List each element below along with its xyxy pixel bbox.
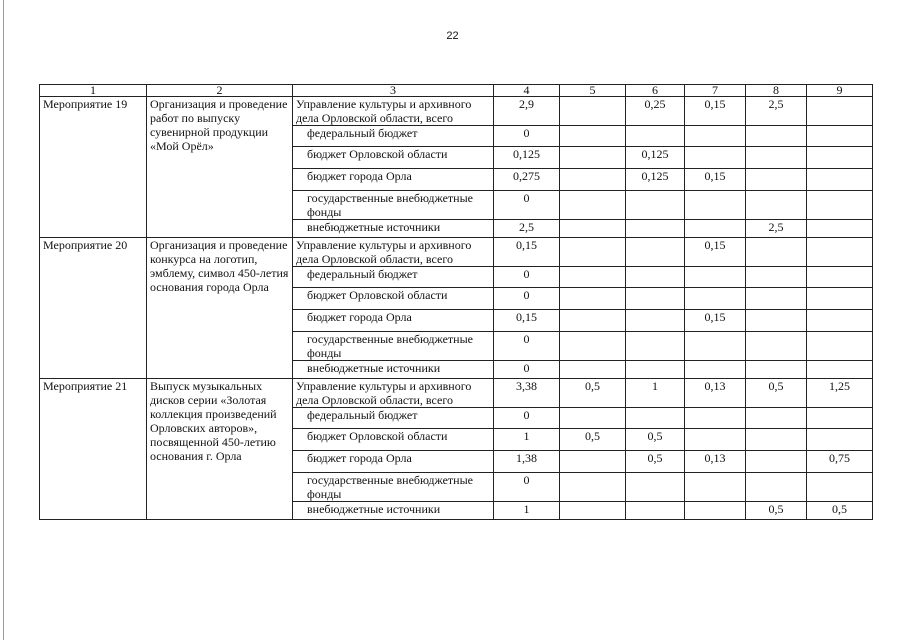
amount-cell-4: 0,15 (494, 238, 560, 267)
amount-cell-8 (746, 191, 807, 220)
amount-cell-9 (807, 332, 873, 361)
amount-cell-4: 0 (494, 288, 560, 310)
amount-cell-5 (560, 267, 626, 288)
amount-cell-8: 0,5 (746, 379, 807, 408)
amount-cell-6: 0,25 (626, 97, 685, 126)
event-id-cell: Мероприятие 21 (40, 379, 147, 520)
amount-cell-4: 0 (494, 408, 560, 429)
amount-cell-9 (807, 361, 873, 379)
event-id-cell: Мероприятие 20 (40, 238, 147, 379)
amount-cell-6 (626, 408, 685, 429)
amount-cell-8 (746, 408, 807, 429)
funding-source-cell: внебюджетные источники (293, 361, 494, 379)
amount-cell-7: 0,15 (685, 169, 746, 191)
amount-cell-7: 0,15 (685, 310, 746, 332)
column-header: 5 (560, 85, 626, 97)
amount-cell-6: 0,125 (626, 147, 685, 169)
amount-cell-5 (560, 220, 626, 238)
funding-source-cell: бюджет Орловской области (293, 288, 494, 310)
amount-cell-8 (746, 126, 807, 147)
amount-cell-4: 0,15 (494, 310, 560, 332)
column-header: 2 (147, 85, 293, 97)
funding-source-cell: бюджет города Орла (293, 169, 494, 191)
amount-cell-8: 2,5 (746, 220, 807, 238)
amount-cell-9: 0,75 (807, 451, 873, 473)
amount-cell-9 (807, 97, 873, 126)
funding-source-cell: бюджет города Орла (293, 310, 494, 332)
amount-cell-8 (746, 169, 807, 191)
amount-cell-8 (746, 310, 807, 332)
amount-cell-5 (560, 147, 626, 169)
amount-cell-8 (746, 361, 807, 379)
amount-cell-9 (807, 169, 873, 191)
amount-cell-5: 0,5 (560, 429, 626, 451)
amount-cell-7: 0,15 (685, 238, 746, 267)
column-header: 7 (685, 85, 746, 97)
amount-cell-5 (560, 473, 626, 502)
funding-source-cell: федеральный бюджет (293, 126, 494, 147)
amount-cell-4: 2,9 (494, 97, 560, 126)
funding-source-cell: Управление культуры и архивного дела Орловской области, всего (293, 238, 494, 267)
funding-source-cell: государственные внебюджетные фонды (293, 332, 494, 361)
event-name-cell: Организация и проведение конкурса на логотип, эмблему, символ 450-летия основания города Орла (147, 238, 293, 379)
column-header: 8 (746, 85, 807, 97)
amount-cell-6 (626, 220, 685, 238)
amount-cell-4: 2,5 (494, 220, 560, 238)
amount-cell-7 (685, 473, 746, 502)
amount-cell-6 (626, 310, 685, 332)
amount-cell-8 (746, 332, 807, 361)
amount-cell-6 (626, 238, 685, 267)
page-number: 22 (446, 30, 459, 42)
amount-cell-6 (626, 191, 685, 220)
column-header: 4 (494, 85, 560, 97)
table-body (40, 97, 873, 520)
amount-cell-5 (560, 332, 626, 361)
amount-cell-8 (746, 267, 807, 288)
funding-source-cell: внебюджетные источники (293, 502, 494, 520)
amount-cell-7 (685, 408, 746, 429)
amount-cell-5 (560, 126, 626, 147)
amount-cell-4: 0 (494, 473, 560, 502)
amount-cell-7 (685, 332, 746, 361)
amount-cell-4: 0 (494, 191, 560, 220)
amount-cell-9 (807, 288, 873, 310)
amount-cell-8 (746, 288, 807, 310)
amount-cell-9 (807, 147, 873, 169)
amount-cell-5 (560, 451, 626, 473)
amount-cell-9 (807, 310, 873, 332)
amount-cell-9 (807, 408, 873, 429)
amount-cell-7: 0,13 (685, 451, 746, 473)
amount-cell-6 (626, 502, 685, 520)
amount-cell-9 (807, 429, 873, 451)
amount-cell-4: 3,38 (494, 379, 560, 408)
amount-cell-9 (807, 267, 873, 288)
funding-source-cell: Управление культуры и архивного дела Орловской области, всего (293, 97, 494, 126)
amount-cell-5 (560, 408, 626, 429)
amount-cell-9 (807, 126, 873, 147)
amount-cell-8 (746, 473, 807, 502)
amount-cell-7 (685, 361, 746, 379)
amount-cell-6: 0,5 (626, 451, 685, 473)
amount-cell-7 (685, 147, 746, 169)
amount-cell-4: 0 (494, 126, 560, 147)
funding-table (39, 84, 873, 520)
amount-cell-5 (560, 310, 626, 332)
amount-cell-6: 1 (626, 379, 685, 408)
amount-cell-4: 1 (494, 502, 560, 520)
amount-cell-4: 1 (494, 429, 560, 451)
column-number-row (40, 85, 873, 97)
amount-cell-6 (626, 267, 685, 288)
funding-source-cell: федеральный бюджет (293, 267, 494, 288)
amount-cell-9 (807, 473, 873, 502)
funding-source-cell: бюджет Орловской области (293, 429, 494, 451)
amount-cell-9 (807, 238, 873, 267)
amount-cell-9 (807, 220, 873, 238)
amount-cell-7 (685, 267, 746, 288)
amount-cell-4: 0 (494, 332, 560, 361)
amount-cell-5 (560, 361, 626, 379)
column-header: 1 (40, 85, 147, 97)
amount-cell-8 (746, 451, 807, 473)
amount-cell-5 (560, 191, 626, 220)
amount-cell-7 (685, 220, 746, 238)
amount-cell-7 (685, 126, 746, 147)
amount-cell-6: 0,5 (626, 429, 685, 451)
amount-cell-8: 0,5 (746, 502, 807, 520)
amount-cell-6 (626, 473, 685, 502)
amount-cell-7: 0,15 (685, 97, 746, 126)
event-name-cell: Выпуск музыкальных дисков серии «Золотая коллекция произведений Орловских авторов», посвященной 450-летию основания г. Орла (147, 379, 293, 520)
amount-cell-5: 0,5 (560, 379, 626, 408)
table-row (40, 379, 873, 408)
amount-cell-6 (626, 288, 685, 310)
table-row (40, 238, 873, 267)
column-header: 3 (293, 85, 494, 97)
amount-cell-7 (685, 288, 746, 310)
funding-source-cell: Управление культуры и архивного дела Орловской области, всего (293, 379, 494, 408)
amount-cell-5 (560, 288, 626, 310)
funding-source-cell: бюджет Орловской области (293, 147, 494, 169)
amount-cell-6 (626, 126, 685, 147)
amount-cell-9: 0,5 (807, 502, 873, 520)
funding-source-cell: федеральный бюджет (293, 408, 494, 429)
amount-cell-7 (685, 191, 746, 220)
amount-cell-4: 0,125 (494, 147, 560, 169)
amount-cell-9 (807, 191, 873, 220)
amount-cell-5 (560, 502, 626, 520)
event-name-cell: Организация и проведение работ по выпуску сувенирной продукции «Мой Орёл» (147, 97, 293, 238)
column-header: 6 (626, 85, 685, 97)
amount-cell-7 (685, 429, 746, 451)
amount-cell-8 (746, 429, 807, 451)
amount-cell-7 (685, 502, 746, 520)
table-row (40, 97, 873, 126)
scan-edge-line (3, 0, 4, 640)
amount-cell-9: 1,25 (807, 379, 873, 408)
amount-cell-5 (560, 238, 626, 267)
amount-cell-6 (626, 361, 685, 379)
event-id-cell: Мероприятие 19 (40, 97, 147, 238)
amount-cell-5 (560, 169, 626, 191)
funding-source-cell: государственные внебюджетные фонды (293, 191, 494, 220)
amount-cell-6: 0,125 (626, 169, 685, 191)
column-header: 9 (807, 85, 873, 97)
amount-cell-7: 0,13 (685, 379, 746, 408)
amount-cell-4: 0 (494, 267, 560, 288)
funding-source-cell: внебюджетные источники (293, 220, 494, 238)
amount-cell-5 (560, 97, 626, 126)
funding-source-cell: бюджет города Орла (293, 451, 494, 473)
amount-cell-6 (626, 332, 685, 361)
amount-cell-4: 1,38 (494, 451, 560, 473)
amount-cell-8 (746, 147, 807, 169)
amount-cell-8: 2,5 (746, 97, 807, 126)
funding-source-cell: государственные внебюджетные фонды (293, 473, 494, 502)
amount-cell-4: 0,275 (494, 169, 560, 191)
amount-cell-8 (746, 238, 807, 267)
amount-cell-4: 0 (494, 361, 560, 379)
